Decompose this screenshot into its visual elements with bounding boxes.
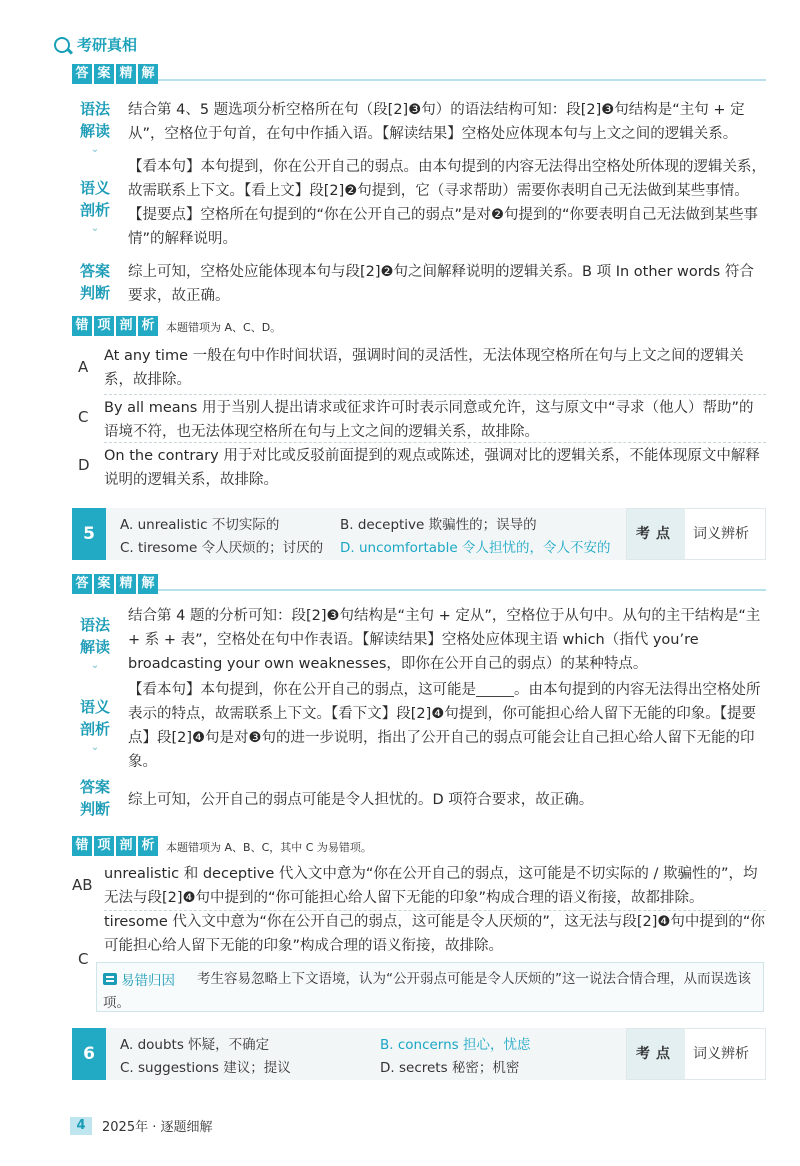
dotted-divider: [104, 394, 766, 395]
choice-d-correct: D. uncomfortable 令人担忧的，令人不安的: [340, 540, 611, 556]
chevron-down-icon: ⌄: [90, 742, 100, 753]
kaodian-label: 考点: [627, 1029, 685, 1079]
analysis-label: 语义 剖析 ⌄: [72, 696, 118, 754]
analysis-label: 语法 解读 ⌄: [72, 614, 118, 672]
section-tag: 错 项 剖 析: [72, 316, 766, 336]
analysis-label: 答案 判断: [79, 778, 110, 818]
brand-header: [54, 34, 137, 55]
analysis-label: 答案 判断: [79, 262, 110, 302]
footer-title: 2025年 · 逐题细解: [102, 1120, 213, 1135]
analysis-label: 语法 解读 ⌄: [72, 98, 118, 156]
choice-c: C. tiresome 令人厌烦的；讨厌的: [120, 540, 324, 556]
section-answer-analysis: [72, 574, 766, 596]
section-wrong-options: [72, 316, 766, 338]
section-tag: 错 项 剖 析: [72, 836, 766, 856]
kaodian-label: 考点: [627, 509, 685, 559]
easy-error-title: 易错归因: [103, 969, 175, 989]
page-footer: [70, 1116, 212, 1135]
section-tag: 答 案 精 解: [72, 574, 766, 594]
section-divider: [158, 589, 766, 591]
easy-error-text: 考生容易忽略上下文语境，认为“公开弱点可能是令人厌烦的”这一说法合情合理，从而误选该项。: [103, 971, 751, 1011]
analysis-label: 语义 剖析 ⌄: [72, 177, 118, 235]
kaodian-value: 词义辨析: [693, 1046, 749, 1062]
answer-blank: [476, 683, 514, 697]
question-6-choices: [72, 1028, 766, 1080]
chevron-down-icon: ⌄: [90, 144, 100, 155]
wrong-note: 本题错项为 A、C、D。: [166, 321, 282, 334]
magnifier-icon: [54, 37, 70, 53]
kaodian-value: 词义辨析: [693, 526, 749, 542]
section-answer-analysis: [72, 64, 766, 86]
analysis-text: 结合第 4 题的分析可知：段[2]❸句结构是“主句 + 定从”，空格位于从句中。从句的主干结构是“主 + 系 + 表”，空格处在句中作表语。【解读结果】空格处应体现主语 which（指代 you’re broadcasting your own weaknesses，即你在公开自己的弱点）的某种特点。: [128, 608, 761, 672]
choice-a: A. doubts 怀疑，不确定: [120, 1037, 270, 1053]
choice-c: C. suggestions 建议；提议: [120, 1060, 291, 1076]
brand-title: 考研真相: [77, 36, 138, 54]
choice-d: D. secrets 秘密；机密: [380, 1060, 520, 1076]
section-divider: [158, 79, 766, 81]
chevron-down-icon: ⌄: [90, 660, 100, 671]
section-tag: 答 案 精 解: [72, 64, 766, 84]
choice-b-correct: B. concerns 担心，忧虑: [380, 1037, 531, 1053]
kaodian-box: [626, 508, 766, 560]
analysis-text: 【看本句】本句提到，你在公开自己的弱点。由本句提到的内容无法得出空格处所体现的逻辑关系，故需联系上下文。【看上文】段[2]❷句提到，它（寻求帮助）需要你表明自己无法做到某些事情。【提要点】空格所在句提到的“你在公开自己的弱点”是对❷句提到的“你要表明自己无法做到某些事情”的解释说明。: [128, 159, 766, 247]
analysis-text: 综上可知，公开自己的弱点可能是令人担忧的。D 项符合要求，故正确。: [128, 792, 594, 808]
question-5-choices: [72, 508, 766, 560]
kaodian-box: [626, 1028, 766, 1080]
wrong-note: 本题错项为 A、B、C，其中 C 为易错项。: [166, 841, 372, 854]
choice-b: B. deceptive 欺骗性的；误导的: [340, 517, 537, 533]
document-page: 考研真相 答 案 精 解 语法 解读 ⌄ 结合第 4、5 题选项分析空格所在句（段[2]❸句）的语法结构可知：段[2]❸句结构是“主句 + 定从”，空格位于句首，在句中作插入语。【解读结果】空格处应体现本句与上文之间的逻辑关系。 语义 剖析 ⌄ 【看本句】本句提到，你在公开自己的弱点。由本句提到的内容无法得出空格处所体现的逻辑关系，故需联系上下文。【看上文】段[2]❷句提到，它（寻求帮助）需要你表明自己无法做到某些事情。【提要点】空格所在句提到的“你在公开自己的弱点”是对❷句提到的“你要表明自己无法做到某些事情”的解释说明。 答案 判断 综上可知，空格处应能体现本句与段[2]❷句之间解释说明的逻辑关系。B 项 In other words 符合要求，故正确。 错 项 剖 析 本题错项为 A、C、D。 A At any time 一般在句中作时间状语，强调时间的灵活性，无法体现空格所在句与上文之间的逻辑关系，故排除。 C By all means 用于当别人提出请求或征求许可时表示同意或允许，这与原文中“寻求（他人）帮助”的语境不符，也无法体现空格所在句与上文之间的逻辑关系，故排除。 D On the contrary 用于对比或反驳前面提到的观点或陈述，强调对比的逻辑关系，不能体现原文中解释说明的逻辑关系，故排除。 5 A. unrealistic 不切实际的 B. deceptive 欺骗性的；误导的 C. tiresome 令人厌烦的；讨厌的 D. uncomfortable 令人担忧的，令人不安的 考点 词义辨析 答 案 精 解 语法 解读 ⌄ 结合第 4 题的分析可知：段[2]❸句结构是“主句 + 定从”，空格位于从句中。从句的主干结构是“主 + 系 + 表”，空格处在句中作表语。【解读结果】空格处应体现主语 which（指代 you’re broadcasting your own weaknesses，即你在公开自己的弱点）的某种特点。 语义 剖析 ⌄ 【看本句】本句提到，你在公开自己的弱点，这可能是 。由本句提到的内容无法得出空格处所表示的特点，故需联系上下文。【看下文】段[2]❹句提到，你可能担心给人留下无能的印象。【提要点】段[2]❹句是对❸句的进一步说明，指出了公开自己的弱点可能会让自己担心给人留下无能的印象。 答案 判断 综上可知，公开自己的弱点可能是令人担忧的。D 项符合要求，故正确。 错 项 剖 析 本题错项为 A、B、C，其中 C 为易错项。 AB unrealistic 和 deceptive 代入文中意为“你在公开自己的弱点，这可能是不切实际的 / 欺骗性的”，均无法与段[2]❹句中提到的“你可能担心给人留下无能的印象”构成合理的语义衔接，故都排除。 C tiresome 代入文中意为“你在公开自己的弱点，这可能是令人厌烦的”，这无法与段[2]❹句中提到的“你可能担心给人留下无能的印象”构成合理的语义衔接，故排除。 易错归因 考生容易忽略上下文语境，认为“公开弱点可能是令人厌烦的”这一说法合情合理，从而误选该项。 6 A. doubts 怀疑，不确定 B. concerns 担心，忧虑 C. suggestions 建议；提议 D. secrets 秘密；机密 考点 词义辨析 4 2025年 · 逐题细解: [0, 0, 800, 1166]
chevron-down-icon: ⌄: [90, 223, 100, 234]
page-number: 4: [70, 1117, 92, 1135]
choice-a: A. unrealistic 不切实际的: [120, 517, 280, 533]
section-wrong-options: [72, 836, 766, 858]
question-number: 6: [72, 1028, 106, 1080]
question-number: 5: [72, 508, 106, 560]
easy-error-note: [96, 962, 764, 1012]
dotted-divider: [104, 442, 766, 443]
analysis-text: 结合第 4、5 题选项分析空格所在句（段[2]❸句）的语法结构可知：段[2]❸句结构是“主句 + 定从”，空格位于句首，在句中作插入语。【解读结果】空格处应体现本句与上文之间的逻辑关系。: [128, 102, 745, 142]
analysis-text: 【看本句】本句提到，你在公开自己的弱点，这可能是 。由本句提到的内容无法得出空格处所表示的特点，故需联系上下文。【看下文】段[2]❹句提到，你可能担心给人留下无能的印象。【提要点】段[2]❹句是对❸句的进一步说明，指出了公开自己的弱点可能会让自己担心给人留下无能的印象。: [128, 682, 761, 770]
analysis-text: 综上可知，空格处应能体现本句与段[2]❷句之间解释说明的逻辑关系。B 项 In other words 符合要求，故正确。: [128, 264, 754, 304]
